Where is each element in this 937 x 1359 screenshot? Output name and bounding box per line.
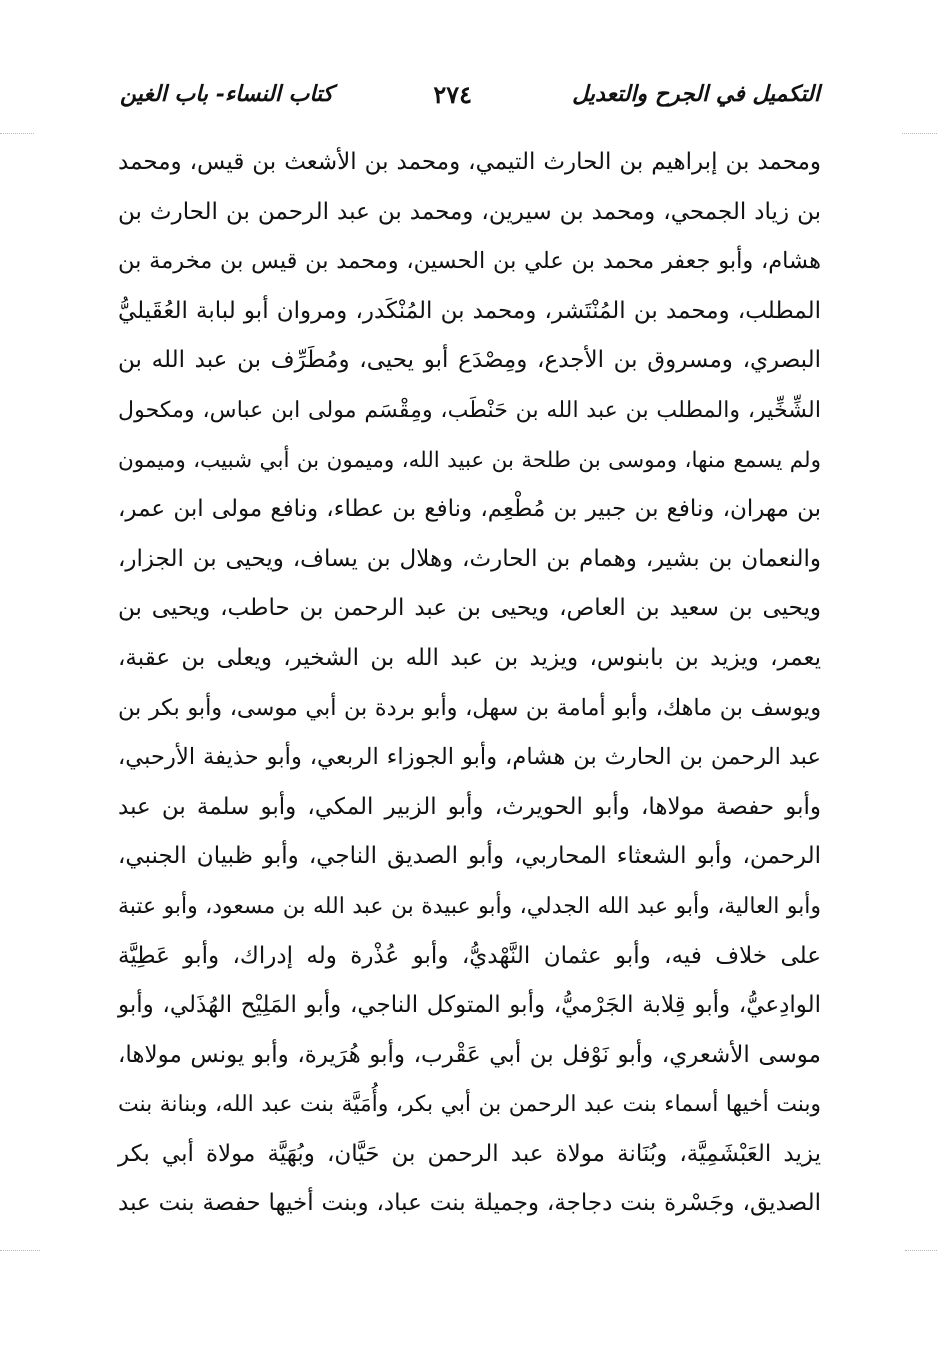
text-line: الصديق، وجَسْرة بنت دجاجة، وجميلة بنت عباد، وبنت أخيها حفصة بنت عبد [118,1190,821,1217]
text-line: ويحيى بن سعيد بن العاص، ويحيى بن عبد الرحمن بن حاطب، ويحيى بن [118,595,821,622]
text-line: ويوسف بن ماهك، وأبو أمامة بن سهل، وأبو بردة بن أبي موسى، وأبو بكر بن [118,694,821,721]
header-page-number: ٢٧٤ [433,79,472,109]
scan-margin-mark [0,1250,40,1252]
scan-margin-mark [902,133,937,135]
text-line: وبنت أخيها أسماء بنت عبد الرحمن بن أبي بكر، وأُمَيَّة بنت عبد الله، وبنانة بنت [118,1092,821,1118]
scan-margin-mark [905,1250,937,1252]
text-line: موسى الأشعري، وأبو نَوْفل بن أبي عَقْرب، وأبو هُرَيرة، وأبو يونس مولاها، [118,1041,821,1068]
text-line: الرحمن، وأبو الشعثاء المحاربي، وأبو الصديق الناجي، وأبو ظبيان الجنبي، [118,843,821,870]
scan-margin-mark [0,133,34,135]
text-line: الشِّخِّير، والمطلب بن عبد الله بن حَنْطَب، ومِقْسَم مولى ابن عباس، ومكحول [118,396,821,423]
text-line: ولم يسمع منها، وموسى بن طلحة بن عبيد الله، وميمون بن أبي شبيب، وميمون [118,447,821,473]
text-line: بن مهران، ونافع بن جبير بن مُطْعِم، ونافع بن عطاء، ونافع مولى ابن عمر، [118,496,821,523]
running-header [120,74,820,114]
text-line: المطلب، ومحمد بن المُنْتَشر، ومحمد بن المُنْكَدر، ومروان أبو لبابة العُقَيليُّ [118,297,821,324]
text-line: الوادِعيُّ، وأبو قِلابة الجَرْميُّ، وأبو المتوكل الناجي، وأبو المَلِيْح الهُذَلي، وأبو [118,992,821,1019]
text-line: يعمر، ويزيد بن بابنوس، ويزيد بن عبد الله بن الشخير، ويعلى بن عقبة، [118,644,821,671]
text-line: عبد الرحمن بن الحارث بن هشام، وأبو الجوزاء الربعي، وأبو حذيفة الأرحبي، [118,744,821,771]
text-line: ومحمد بن إبراهيم بن الحارث التيمي، ومحمد بن الأشعث بن قيس، ومحمد [118,149,821,175]
text-line: وأبو حفصة مولاها، وأبو الحويرث، وأبو الزبير المكي، وأبو سلمة بن عبد [118,793,821,820]
text-line: على خلاف فيه، وأبو عثمان النَّهْديُّ، وأبو عُذْرة وله إدراك، وأبو عَطِيَّة [118,942,821,969]
text-line: يزيد العَبْشَمِيَّة، وبُنَانة مولاة عبد الرحمن بن حَيَّان، وبُهَيَّة مولاة أبي بكر [118,1140,821,1167]
text-line: بن زياد الجمحي، ومحمد بن سيرين، ومحمد بن عبد الرحمن بن الحارث بن [118,198,821,225]
header-chapter-title: كتاب النساء- باب الغين [120,81,334,107]
text-line: هشام، وأبو جعفر محمد بن علي بن الحسين، ومحمد بن قيس بن مخرمة بن [118,248,821,275]
body-text [118,138,821,1229]
text-line: وأبو العالية، وأبو عبد الله الجدلي، وأبو عبيدة بن عبد الله بن مسعود، وأبو عتبة [118,893,821,919]
text-line: والنعمان بن بشير، وهمام بن الحارث، وهلال بن يساف، ويحيى بن الجزار، [118,545,821,572]
text-line: البصري، ومسروق بن الأجدع، ومِصْدَع أبو يحيى، ومُطَرِّف بن عبد الله بن [118,347,821,374]
header-book-title: التكميل في الجرح والتعديل [572,81,820,107]
